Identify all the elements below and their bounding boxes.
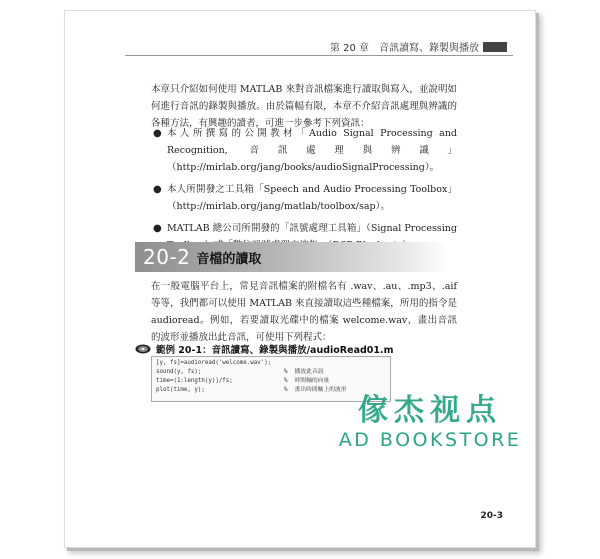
code-comment: % 時間軸的向量	[284, 378, 330, 384]
intro-paragraph: 本章只介紹如何使用 MATLAB 來對音訊檔案進行讀取與寫入，並說明如何進行音訊的錄製與播放。由於篇幅有限，本章不介紹音訊處理與辨識的各種方法，有興趣的讀者，可進一步參考下列資訊：	[151, 84, 457, 129]
list-item-text: 本人所撰寫的公開教材「Audio Signal Processing and Recognition, 音訊處理與辨識」（http://mirlab.org/jang/books/audioSignalProcessing）。	[167, 128, 457, 173]
book-page	[64, 10, 536, 548]
code-comment: % 畫出時間軸上的波形	[284, 387, 347, 393]
code-text: plot(time, y);	[156, 387, 205, 393]
section-paragraph: 在一般電腦平台上，常見音訊檔案的附檔名有 .wav、.au、.mp3、.aif 等等，我們都可以使用 MATLAB 來直接讀取這些種檔案，所用的指令是 audioread。例如，若要讀取光碟中的檔案 welcome.wav，畫出音訊的波形並播放出此音訊，可使用下列程式：	[151, 281, 457, 343]
chapter-title: 第 20 章 音訊讀寫、錄製與播放	[329, 43, 479, 54]
section-title: 音檔的讀取	[196, 251, 262, 267]
watermark-chinese: 傢杰视点	[358, 393, 502, 428]
watermark-english: AD BOOKSTORE	[338, 429, 522, 451]
cd-disc-icon	[135, 344, 151, 354]
bullet-dot-icon: ●	[153, 184, 162, 195]
running-header	[330, 39, 507, 54]
bullet-dot-icon: ●	[153, 223, 162, 234]
section-number: 20-2	[143, 245, 191, 269]
list-item-text: 本人所開發之工具箱「Speech and Audio Processing Toolbox」（http://mirlab.org/jang/matlab/toolbox/sap）。	[167, 184, 457, 212]
list-item-text: MATLAB 總公司所開發的「訊號處理工具箱」（Signal Processing	[167, 223, 457, 234]
code-comment: % 播放此音訊	[284, 369, 324, 375]
code-text: [y, fs]=audioread('welcome.wav');	[156, 360, 272, 366]
header-rule	[125, 55, 513, 56]
code-text: sound(y, fs);	[156, 369, 202, 375]
bullet-dot-icon: ●	[153, 128, 162, 139]
list-item	[151, 125, 457, 176]
page-number: 20-3	[480, 511, 503, 521]
section-heading	[135, 242, 449, 272]
code-line	[156, 359, 386, 368]
list-item	[151, 181, 457, 215]
code-line	[156, 368, 386, 377]
code-text: time=(1:length(y))/fs;	[156, 378, 233, 384]
example-heading	[135, 342, 394, 356]
reference-list	[151, 125, 457, 259]
example-title: 範例 20-1：音訊讀寫、錄製與播放/audioRead01.m	[156, 345, 394, 356]
bookstore-watermark	[330, 385, 530, 451]
header-bar-marker	[483, 42, 507, 52]
